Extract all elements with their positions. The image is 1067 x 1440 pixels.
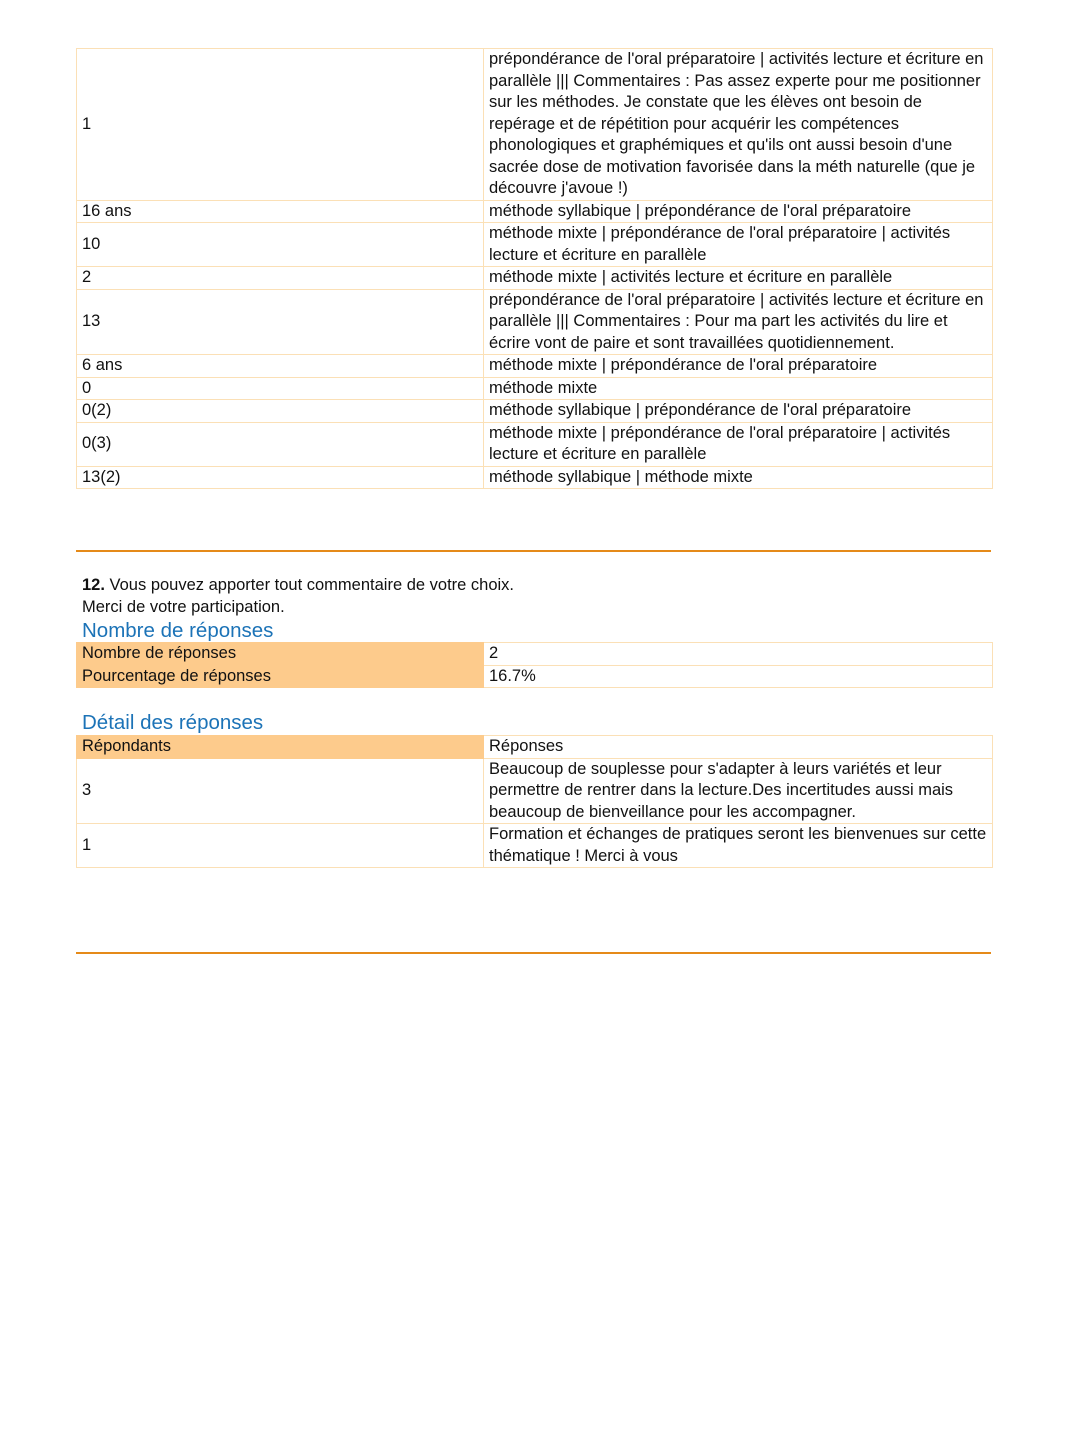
summary-table [76, 642, 993, 688]
question-block [82, 575, 514, 618]
table-row [77, 49, 993, 201]
previous-question-details-table [76, 48, 993, 489]
percent-label: Pourcentage de réponses [77, 665, 484, 688]
response-cell: méthode syllabique | prépondérance de l'oral préparatoire [484, 200, 993, 223]
table-row [77, 289, 993, 355]
question-number: 12. [82, 576, 105, 594]
respondent-cell: 16 ans [77, 200, 484, 223]
table-row [77, 466, 993, 489]
respondent-cell: 2 [77, 267, 484, 290]
response-cell: méthode mixte | prépondérance de l'oral préparatoire | activités lecture et écriture en parallèle [484, 223, 993, 267]
table-row [77, 643, 993, 666]
table-row [77, 665, 993, 688]
table-row [77, 400, 993, 423]
respondent-cell: 0(3) [77, 422, 484, 466]
respondent-cell: 0(2) [77, 400, 484, 423]
question-subtext: Merci de votre participation. [82, 597, 285, 616]
count-value: 2 [484, 643, 993, 666]
summary-title: Nombre de réponses [82, 619, 274, 642]
response-cell: prépondérance de l'oral préparatoire | activités lecture et écriture en parallèle ||| Commentaires : Pour ma part les activités du lire et écrire vont de paire et sont travaillées quotidiennement. [484, 289, 993, 355]
respondent-cell: 6 ans [77, 355, 484, 378]
table-row [77, 758, 993, 824]
question-heading [82, 575, 514, 597]
response-cell: méthode mixte [484, 377, 993, 400]
table-row [77, 223, 993, 267]
table-row [77, 355, 993, 378]
table-row [77, 267, 993, 290]
question-text: Vous pouvez apporter tout commentaire de votre choix. [109, 576, 515, 594]
count-label: Nombre de réponses [77, 643, 484, 666]
table-row [77, 200, 993, 223]
response-cell: Beaucoup de souplesse pour s'adapter à leurs variétés et leur permettre de rentrer dans la lecture.Des incertitudes aussi mais beaucoup de bienveillance pour les accompagner. [484, 758, 993, 824]
section-divider [76, 952, 991, 954]
previous-question-table-container [76, 48, 991, 489]
response-cell: méthode mixte | prépondérance de l'oral préparatoire | activités lecture et écriture en parallèle [484, 422, 993, 466]
response-cell: méthode mixte | activités lecture et écriture en parallèle [484, 267, 993, 290]
response-cell: prépondérance de l'oral préparatoire | activités lecture et écriture en parallèle ||| Commentaires : Pas assez experte pour me positionner sur les méthodes. Je constate que les élèves ont besoin de repérage et de répétition pour acquérir les compétences phonologiques et graphémiques et qu'ils ont aussi besoin d'une sacrée dose de motivation favorisée dans la méth naturelle (que je découvre j'avoue !) [484, 49, 993, 201]
table-row [77, 422, 993, 466]
table-row [77, 824, 993, 868]
respondent-cell: 13(2) [77, 466, 484, 489]
table-header-row [77, 736, 993, 759]
table-row [77, 377, 993, 400]
summary-table-container [76, 642, 991, 688]
response-cell: méthode syllabique | méthode mixte [484, 466, 993, 489]
response-cell: méthode mixte | prépondérance de l'oral préparatoire [484, 355, 993, 378]
response-cell: Formation et échanges de pratiques seront les bienvenues sur cette thématique ! Merci à vous [484, 824, 993, 868]
respondent-cell: 1 [77, 824, 484, 868]
details-table-container [76, 735, 991, 868]
section-divider [76, 550, 991, 552]
respondent-cell: 13 [77, 289, 484, 355]
respondent-cell: 3 [77, 758, 484, 824]
header-respondents: Répondants [77, 736, 484, 759]
details-table [76, 735, 993, 868]
header-responses: Réponses [484, 736, 993, 759]
percent-value: 16.7% [484, 665, 993, 688]
response-cell: méthode syllabique | prépondérance de l'oral préparatoire [484, 400, 993, 423]
respondent-cell: 10 [77, 223, 484, 267]
respondent-cell: 1 [77, 49, 484, 201]
respondent-cell: 0 [77, 377, 484, 400]
details-title: Détail des réponses [82, 711, 264, 734]
